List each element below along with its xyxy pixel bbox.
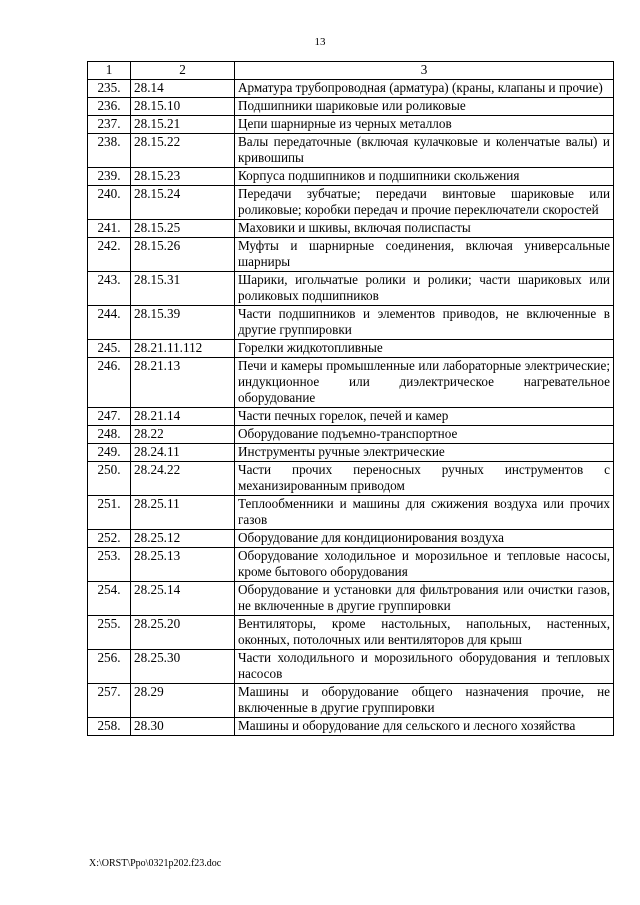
row-number: 237. (88, 116, 131, 134)
row-number: 247. (88, 408, 131, 426)
row-number: 245. (88, 340, 131, 358)
column-header-3: 3 (235, 62, 614, 80)
row-description: Части подшипников и элементов приводов, не включенные в другие группировки (235, 306, 614, 340)
row-code: 28.15.24 (131, 186, 235, 220)
row-description: Арматура трубопроводная (арматура) (краны, клапаны и прочие) (235, 80, 614, 98)
table-row (88, 98, 614, 116)
table-row (88, 340, 614, 358)
row-code: 28.15.31 (131, 272, 235, 306)
row-description: Инструменты ручные электрические (235, 444, 614, 462)
row-number: 243. (88, 272, 131, 306)
table-row (88, 238, 614, 272)
row-code: 28.24.11 (131, 444, 235, 462)
row-description: Печи и камеры промышленные или лабораторные электрические; индукционное или диэлектрическое нагревательное оборудование (235, 358, 614, 408)
row-description: Подшипники шариковые или роликовые (235, 98, 614, 116)
row-number: 238. (88, 134, 131, 168)
row-description: Машины и оборудование для сельского и лесного хозяйства (235, 718, 614, 736)
table-row (88, 220, 614, 238)
row-number: 250. (88, 462, 131, 496)
row-number: 239. (88, 168, 131, 186)
row-number: 246. (88, 358, 131, 408)
row-description: Оборудование подъемно-транспортное (235, 426, 614, 444)
row-description: Маховики и шкивы, включая полиспасты (235, 220, 614, 238)
row-code: 28.15.23 (131, 168, 235, 186)
row-code: 28.15.10 (131, 98, 235, 116)
row-code: 28.25.11 (131, 496, 235, 530)
table-row (88, 168, 614, 186)
table-row (88, 718, 614, 736)
row-number: 248. (88, 426, 131, 444)
page-number: 13 (314, 36, 326, 48)
row-number: 255. (88, 616, 131, 650)
row-description: Оборудование и установки для фильтрования или очистки газов, не включенные в другие группировки (235, 582, 614, 616)
table-row (88, 444, 614, 462)
table-row (88, 616, 614, 650)
row-description: Вентиляторы, кроме настольных, напольных, настенных, оконных, потолочных или вентиляторов для крыш (235, 616, 614, 650)
table-row (88, 684, 614, 718)
row-code: 28.29 (131, 684, 235, 718)
row-number: 258. (88, 718, 131, 736)
row-description: Валы передаточные (включая кулачковые и коленчатые валы) и кривошипы (235, 134, 614, 168)
row-number: 252. (88, 530, 131, 548)
table-row (88, 426, 614, 444)
table-row (88, 582, 614, 616)
table-row (88, 134, 614, 168)
row-code: 28.21.11.112 (131, 340, 235, 358)
row-number: 240. (88, 186, 131, 220)
row-number: 254. (88, 582, 131, 616)
row-code: 28.21.14 (131, 408, 235, 426)
row-code: 28.21.13 (131, 358, 235, 408)
row-number: 256. (88, 650, 131, 684)
row-number: 253. (88, 548, 131, 582)
row-description: Машины и оборудование общего назначения прочие, не включенные в другие группировки (235, 684, 614, 718)
row-code: 28.25.20 (131, 616, 235, 650)
row-code: 28.15.26 (131, 238, 235, 272)
row-code: 28.15.21 (131, 116, 235, 134)
row-code: 28.25.12 (131, 530, 235, 548)
row-code: 28.30 (131, 718, 235, 736)
row-number: 236. (88, 98, 131, 116)
row-description: Теплообменники и машины для сжижения воздуха или прочих газов (235, 496, 614, 530)
row-code: 28.15.39 (131, 306, 235, 340)
column-header-2: 2 (131, 62, 235, 80)
row-description: Муфты и шарнирные соединения, включая универсальные шарниры (235, 238, 614, 272)
table-row (88, 408, 614, 426)
table-row (88, 80, 614, 98)
table-row (88, 358, 614, 408)
row-description: Части холодильного и морозильного оборудования и тепловых насосов (235, 650, 614, 684)
row-number: 241. (88, 220, 131, 238)
table-row (88, 306, 614, 340)
row-code: 28.22 (131, 426, 235, 444)
row-code: 28.14 (131, 80, 235, 98)
row-code: 28.15.22 (131, 134, 235, 168)
row-description: Части печных горелок, печей и камер (235, 408, 614, 426)
product-code-table (87, 61, 614, 736)
row-description: Горелки жидкотопливные (235, 340, 614, 358)
row-description: Шарики, игольчатые ролики и ролики; части шариковых или роликовых подшипников (235, 272, 614, 306)
row-number: 244. (88, 306, 131, 340)
table-row (88, 548, 614, 582)
row-code: 28.15.25 (131, 220, 235, 238)
row-number: 242. (88, 238, 131, 272)
row-code: 28.25.30 (131, 650, 235, 684)
table-row (88, 650, 614, 684)
row-description: Оборудование холодильное и морозильное и тепловые насосы, кроме бытового оборудования (235, 548, 614, 582)
row-code: 28.25.14 (131, 582, 235, 616)
column-header-1: 1 (88, 62, 131, 80)
table-row (88, 272, 614, 306)
row-number: 249. (88, 444, 131, 462)
table-row (88, 462, 614, 496)
row-number: 257. (88, 684, 131, 718)
row-description: Оборудование для кондиционирования воздуха (235, 530, 614, 548)
row-number: 235. (88, 80, 131, 98)
file-path-footer: X:\ORST\Ppo\0321p202.f23.doc (89, 858, 222, 869)
table-row (88, 530, 614, 548)
row-description: Цепи шарнирные из черных металлов (235, 116, 614, 134)
row-description: Передачи зубчатые; передачи винтовые шариковые или роликовые; коробки передач и прочие переключатели скоростей (235, 186, 614, 220)
table-row (88, 496, 614, 530)
row-code: 28.25.13 (131, 548, 235, 582)
row-description: Корпуса подшипников и подшипники скольжения (235, 168, 614, 186)
row-description: Части прочих переносных ручных инструментов с механизированным приводом (235, 462, 614, 496)
row-number: 251. (88, 496, 131, 530)
table-row (88, 186, 614, 220)
table-row (88, 116, 614, 134)
table-header-row (88, 62, 614, 80)
row-code: 28.24.22 (131, 462, 235, 496)
